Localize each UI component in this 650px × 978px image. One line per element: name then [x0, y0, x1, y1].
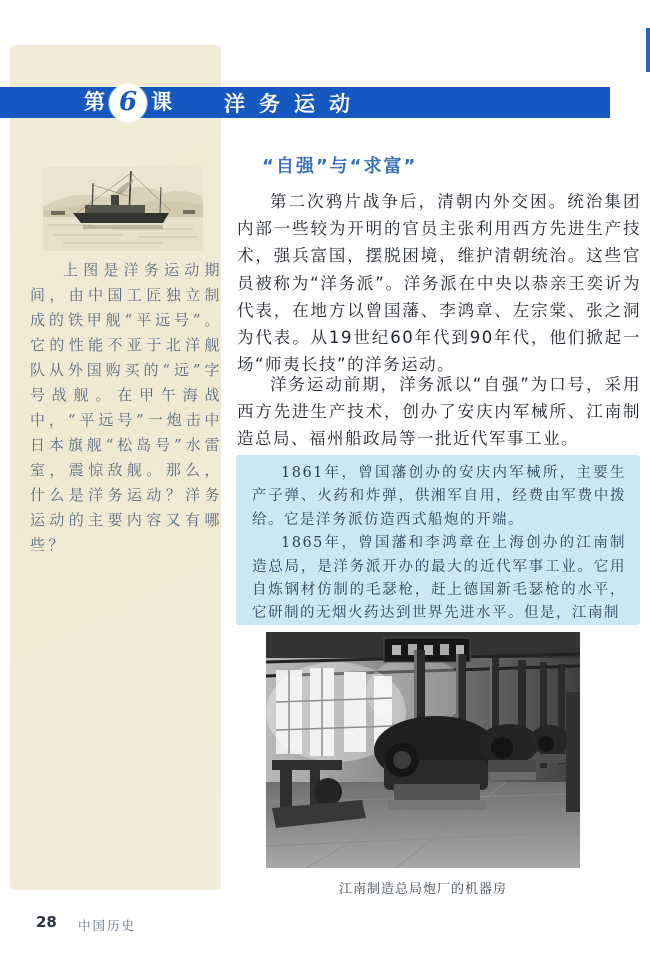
lesson-header-bar: [0, 87, 610, 118]
lesson-title: 洋务运动: [224, 91, 364, 116]
section-heading: “自强”与“求富”: [262, 156, 418, 177]
ironclad-ship-illustration: [43, 167, 203, 251]
info-box-paragraph-1: 1861年，曾国藩创办的安庆内军械所，主要生产子弹、火药和炸弹，供湘军自用，经费由军费中拨给。它是洋务派仿造西式船炮的开端。: [252, 465, 626, 528]
info-box-paragraph-2: 1865年，曾国藩和李鸿章在上海创办的江南制造总局，是洋务派开办的最大的近代军事工业。它用自炼钢材仿制的毛瑟枪，赶上德国新毛瑟枪的水平，它研制的无烟火药达到世界先进水平。但是，江南制: [252, 535, 626, 622]
lesson-number: 6: [118, 86, 138, 117]
lesson-prefix: 第: [84, 90, 105, 114]
sidebar-note-text: 上图是洋务运动期间，由中国工匠独立制成的铁甲舰“平远号”。它的性能不亚于北洋舰队从外国购买的“远”字号战舰。在甲午海战中，“平远号”一炮击中日本旗舰“松岛号”水雷室，震惊敌舰。那么，什么是洋务运动？洋务运动的主要内容又有哪些？: [30, 261, 223, 554]
machine-room-photo: [266, 632, 580, 868]
lesson-number-circle: [109, 84, 147, 122]
lesson-suffix: 课: [151, 90, 172, 114]
body-paragraph-2: 洋务运动前期，洋务派以“自强”为口号，采用西方先进生产技术，创办了安庆内军械所、江南制造总局、福州船政局等一批近代军事工业。: [237, 375, 641, 449]
ship-engraving-svg: [43, 167, 203, 251]
photo-caption: 江南制造总局炮厂的机器房: [338, 882, 507, 897]
book-title: 中国历史: [78, 918, 137, 933]
page-edge-mark: [646, 28, 650, 72]
page-number: 28: [36, 913, 57, 931]
info-box: [236, 455, 640, 625]
machine-room-photo-svg: [266, 632, 580, 868]
body-paragraph-1: 第二次鸦片战争后，清朝内外交困。统治集团内部一些较为开明的官员主张利用西方先进生产技术，强兵富国，摆脱困境，维护清朝统治。这些官员被称为“洋务派”。洋务派在中央以恭亲王奕䜣为代表，在地方以曾国藩、李鸿章、左宗棠、张之洞为代表。从19世纪60年代到90年代，他们掀起一场“师夷长技”的洋务运动。: [237, 192, 641, 375]
